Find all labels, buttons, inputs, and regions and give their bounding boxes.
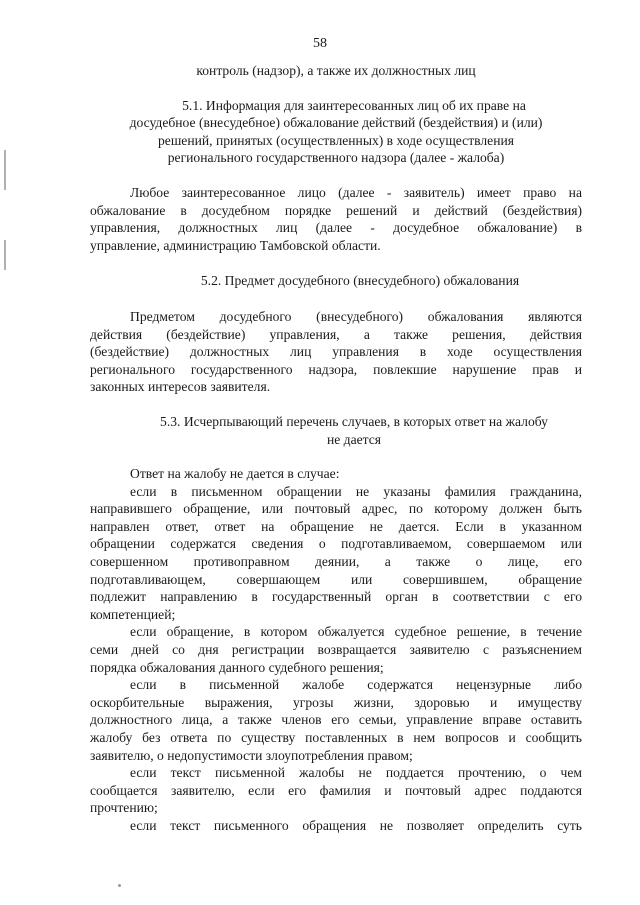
paragraph-line: семи дней со дня регистрации возвращается заявителю с разъяснением [90,642,582,658]
paragraph-line: если текст письменной жалобы не поддается прочтению, о чем [130,765,582,781]
heading-line: решений, принятых (осуществленных) в ходе осуществления [158,132,514,148]
paragraph-line: законных интересов заявителя. [90,379,271,395]
paragraph-line: Ответ на жалобу не дается в случае: [130,466,340,482]
paragraph-line: оскорбительные выражения, угрозы жизни, здоровью и имуществу [90,694,582,710]
paragraph-line: направлен ответ, ответ на обращение не дается. Если в указанном [90,518,582,534]
paragraph-line: Любое заинтересованное лицо (далее - заявитель) имеет право на [130,184,582,200]
paragraph-line: порядка обжалования данного судебного решения; [90,659,384,675]
heading-line: не дается [326,431,382,447]
heading-line: 5.3. Исчерпывающий перечень случаев, в которых ответ на жалобу [160,413,548,429]
section-5-2-heading [90,272,582,290]
scan-dot-mark [118,884,121,887]
section-5-1-heading [90,97,582,167]
heading-line: контроль (надзор), а также их должностных лиц [196,63,476,78]
paragraph-line: действия (бездействие) управления, а также решения, действия [90,326,582,342]
heading-line: 5.1. Информация для заинтересованных лиц об их праве на [182,97,526,113]
paragraph-line: управления, должностных лиц (далее - досудебное обжалование) в [90,220,582,236]
paragraph-line: должностного лица, а также членов его семьи, управление вправе оставить [90,712,582,728]
paragraph-line: подлежит направлению в государственный орган в соответствии с его [90,589,582,605]
heading-line: регионального государственного надзора (далее - жалоба) [167,150,505,166]
paragraph-line: заявителю, о недопустимости злоупотребления правом; [90,747,413,763]
paragraph-line: управление, администрацию Тамбовской области. [90,237,381,253]
paragraph-line: обжалование в досудебном порядке решений и действий (бездействия) [90,202,582,218]
paragraph-line: Предметом досудебного (внесудебного) обжалования являются [130,308,582,324]
section-5-2-paragraph [90,308,582,396]
scan-margin-mark [4,240,6,270]
section-heading-continuation [90,62,582,80]
paragraph-line: если обращение, в котором обжалуется судебное решение, в течение [130,624,582,640]
paragraph-line: компетенцией; [90,606,176,622]
paragraph-line: регионального государственного надзора, повлекшие нарушение прав и [90,361,582,377]
document-body [90,62,582,835]
section-5-1-paragraph [90,184,582,254]
paragraph-line: прочтению; [90,800,158,816]
paragraph-line: совершенном противоправном деянии, а также о лице, его [90,554,582,570]
heading-line: 5.2. Предмет досудебного (внесудебного) обжалования [200,273,520,289]
section-5-3-paragraphs [90,465,582,834]
paragraph-line: обращении содержатся сведения о подготавливаемом, совершаемом или [90,536,582,552]
paragraph-line: сообщается заявителю, если его фамилия и почтовый адрес поддаются [90,782,582,798]
paragraph-line: направившего обращение, или почтовый адрес, по которому должен быть [90,501,582,517]
page-number: 58 [313,36,327,51]
paragraph-line: жалобу без ответа по существу поставленных в нем вопросов и сообщить [90,730,582,745]
scan-margin-mark [4,150,6,190]
heading-line: досудебное (внесудебное) обжалование действий (бездействия) и (или) [129,115,543,131]
paragraph-line: (бездействие) должностных лиц управления в ходе осуществления [90,344,582,360]
paragraph-line: если в письменном обращении не указаны фамилия гражданина, [130,483,582,499]
paragraph-line: если в письменной жалобе содержатся нецензурные либо [130,677,582,693]
paragraph-line: подготавливающем, совершающем или совершившем, обращение [90,571,582,587]
section-5-3-heading [90,413,582,448]
paragraph-line: если текст письменного обращения не позволяет определить суть [130,817,582,833]
